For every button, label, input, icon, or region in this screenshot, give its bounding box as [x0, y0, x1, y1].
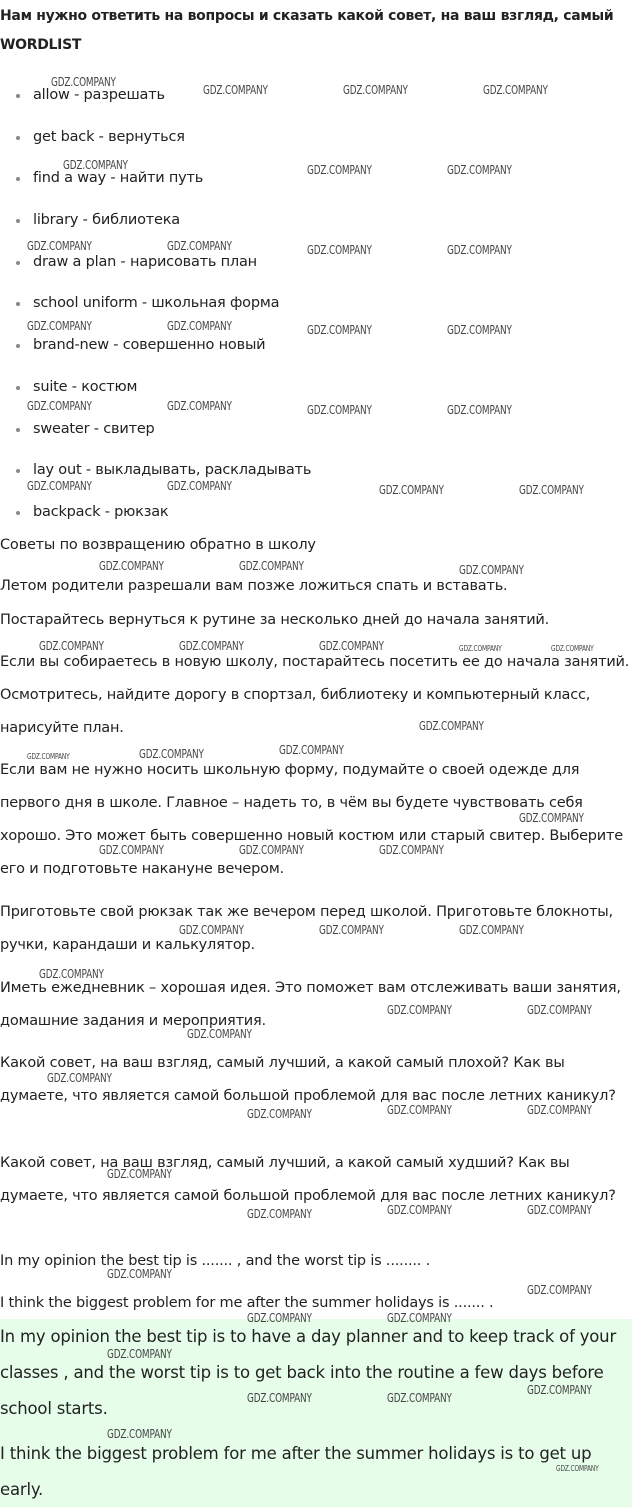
watermark: GDZ.COMPANY	[203, 83, 268, 97]
bullet-icon	[16, 469, 20, 473]
watermark: GDZ.COMPANY	[167, 319, 232, 333]
answer-paragraph: In my opinion the best tip is to have a day planner and to keep track of your classes , and the worst tip is to get back into the routine a few days before school starts.	[0, 1327, 617, 1418]
watermark: GDZ.COMPANY	[239, 559, 304, 573]
bullet-icon	[16, 428, 20, 432]
section-title: Советы по возвращению обратно в школу	[0, 537, 316, 553]
watermark: GDZ.COMPANY	[307, 323, 372, 337]
watermark: GDZ.COMPANY	[167, 479, 232, 493]
bullet-icon	[16, 177, 20, 181]
bullet-icon	[16, 386, 20, 390]
watermark: GDZ.COMPANY	[379, 843, 444, 857]
watermark: GDZ.COMPANY	[387, 1003, 452, 1017]
watermark: GDZ.COMPANY	[447, 163, 512, 177]
watermark: GDZ.COMPANY	[447, 403, 512, 417]
watermark: GDZ.COMPANY	[39, 967, 104, 981]
question-paragraph: Какой совет, на ваш взгляд, самый лучший, а какой самый худший? Как вы думаете, что является самой большой проблемой для вас после летних каникул?	[0, 1155, 616, 1204]
watermark: GDZ.COMPANY	[99, 559, 164, 573]
watermark: GDZ.COMPANY	[247, 1107, 312, 1121]
watermark: GDZ.COMPANY	[239, 843, 304, 857]
watermark: GDZ.COMPANY	[387, 1103, 452, 1117]
watermark: GDZ.COMPANY	[167, 239, 232, 253]
watermark: GDZ.COMPANY	[307, 243, 372, 257]
bullet-icon	[16, 344, 20, 348]
tip-paragraph: Если вы собираетесь в новую школу, постарайтесь посетить ее до начала занятий. Осмотритесь, найдите дорогу в спортзал, библиотеку и компьютерный класс, нарисуйте план.	[0, 654, 630, 736]
template-sentence: I think the biggest problem for me after the summer holidays is ....... .	[0, 1295, 494, 1311]
watermark: GDZ.COMPANY	[99, 843, 164, 857]
tip-paragraph: Приготовьте свой рюкзак так же вечером перед школой. Приготовьте блокноты, ручки, карандаши и калькулятор.	[0, 904, 613, 953]
answer-paragraph: I think the biggest problem for me after the summer holidays is to get up early.	[0, 1444, 592, 1499]
watermark: GDZ.COMPANY	[187, 1027, 252, 1041]
watermark: GDZ.COMPANY	[527, 1283, 592, 1297]
bullet-icon	[16, 302, 20, 306]
watermark: GDZ.COMPANY	[27, 752, 70, 761]
watermark: GDZ.COMPANY	[527, 1203, 592, 1217]
watermark: GDZ.COMPANY	[107, 1347, 172, 1361]
watermark: GDZ.COMPANY	[343, 83, 408, 97]
watermark: GDZ.COMPANY	[51, 75, 116, 89]
watermark: GDZ.COMPANY	[179, 639, 244, 653]
question-paragraph: Какой совет, на ваш взгляд, самый лучший, а какой самый плохой? Как вы думаете, что является самой большой проблемой для вас после летних каникул?	[0, 1055, 616, 1104]
bullet-icon	[16, 94, 20, 98]
watermark: GDZ.COMPANY	[279, 743, 344, 757]
watermark: GDZ.COMPANY	[459, 563, 524, 577]
watermark: GDZ.COMPANY	[459, 644, 502, 653]
watermark: GDZ.COMPANY	[379, 483, 444, 497]
question-heading: Нам нужно ответить на вопросы и сказать какой совет, на ваш взгляд, самый	[0, 8, 614, 24]
watermark: GDZ.COMPANY	[307, 403, 372, 417]
bullet-icon	[16, 261, 20, 265]
tip-paragraph: Летом родители разрешали вам позже ложиться спать и вставать.	[0, 578, 508, 594]
watermark: GDZ.COMPANY	[459, 923, 524, 937]
watermark: GDZ.COMPANY	[387, 1311, 452, 1325]
watermark: GDZ.COMPANY	[139, 747, 204, 761]
tip-paragraph: Если вам не нужно носить школьную форму, подумайте о своей одежде для первого дня в школе. Главное – надеть то, в чём вы будете чувствовать себя хорошо. Это может быть совершенно новый костюм или старый свитер. Выберите его и подготовьте накануне вечером.	[0, 762, 624, 877]
watermark: GDZ.COMPANY	[519, 483, 584, 497]
tip-paragraph: Постарайтесь вернуться к рутине за несколько дней до начала занятий.	[0, 612, 550, 628]
watermark: GDZ.COMPANY	[519, 811, 584, 825]
bullet-icon	[16, 219, 20, 223]
watermark: GDZ.COMPANY	[247, 1391, 312, 1405]
watermark: GDZ.COMPANY	[307, 163, 372, 177]
watermark: GDZ.COMPANY	[27, 479, 92, 493]
watermark: GDZ.COMPANY	[447, 323, 512, 337]
watermark: GDZ.COMPANY	[107, 1167, 172, 1181]
watermark: GDZ.COMPANY	[27, 319, 92, 333]
bullet-icon	[16, 136, 20, 140]
watermark: GDZ.COMPANY	[247, 1207, 312, 1221]
watermark: GDZ.COMPANY	[483, 83, 548, 97]
watermark: GDZ.COMPANY	[527, 1103, 592, 1117]
watermark: GDZ.COMPANY	[27, 399, 92, 413]
watermark: GDZ.COMPANY	[556, 1464, 599, 1473]
watermark: GDZ.COMPANY	[527, 1383, 592, 1397]
watermark: GDZ.COMPANY	[47, 1071, 112, 1085]
watermark: GDZ.COMPANY	[387, 1391, 452, 1405]
watermark: GDZ.COMPANY	[27, 239, 92, 253]
watermark: GDZ.COMPANY	[63, 158, 128, 172]
watermark: GDZ.COMPANY	[319, 639, 384, 653]
watermark: GDZ.COMPANY	[447, 243, 512, 257]
watermark: GDZ.COMPANY	[419, 719, 484, 733]
watermark: GDZ.COMPANY	[107, 1427, 172, 1441]
watermark: GDZ.COMPANY	[179, 923, 244, 937]
watermark: GDZ.COMPANY	[319, 923, 384, 937]
watermark: GDZ.COMPANY	[39, 639, 104, 653]
watermark: GDZ.COMPANY	[387, 1203, 452, 1217]
bullet-icon	[16, 511, 20, 515]
watermark: GDZ.COMPANY	[527, 1003, 592, 1017]
watermark: GDZ.COMPANY	[107, 1267, 172, 1281]
tip-paragraph: Иметь ежедневник – хорошая идея. Это поможет вам отслеживать ваши занятия, домашние задания и мероприятия.	[0, 980, 621, 1029]
wordlist-title: WORDLIST	[0, 37, 82, 53]
watermark: GDZ.COMPANY	[247, 1311, 312, 1325]
watermark: GDZ.COMPANY	[167, 399, 232, 413]
template-sentence: In my opinion the best tip is ....... , and the worst tip is ........ .	[0, 1253, 431, 1269]
watermark: GDZ.COMPANY	[551, 644, 594, 653]
